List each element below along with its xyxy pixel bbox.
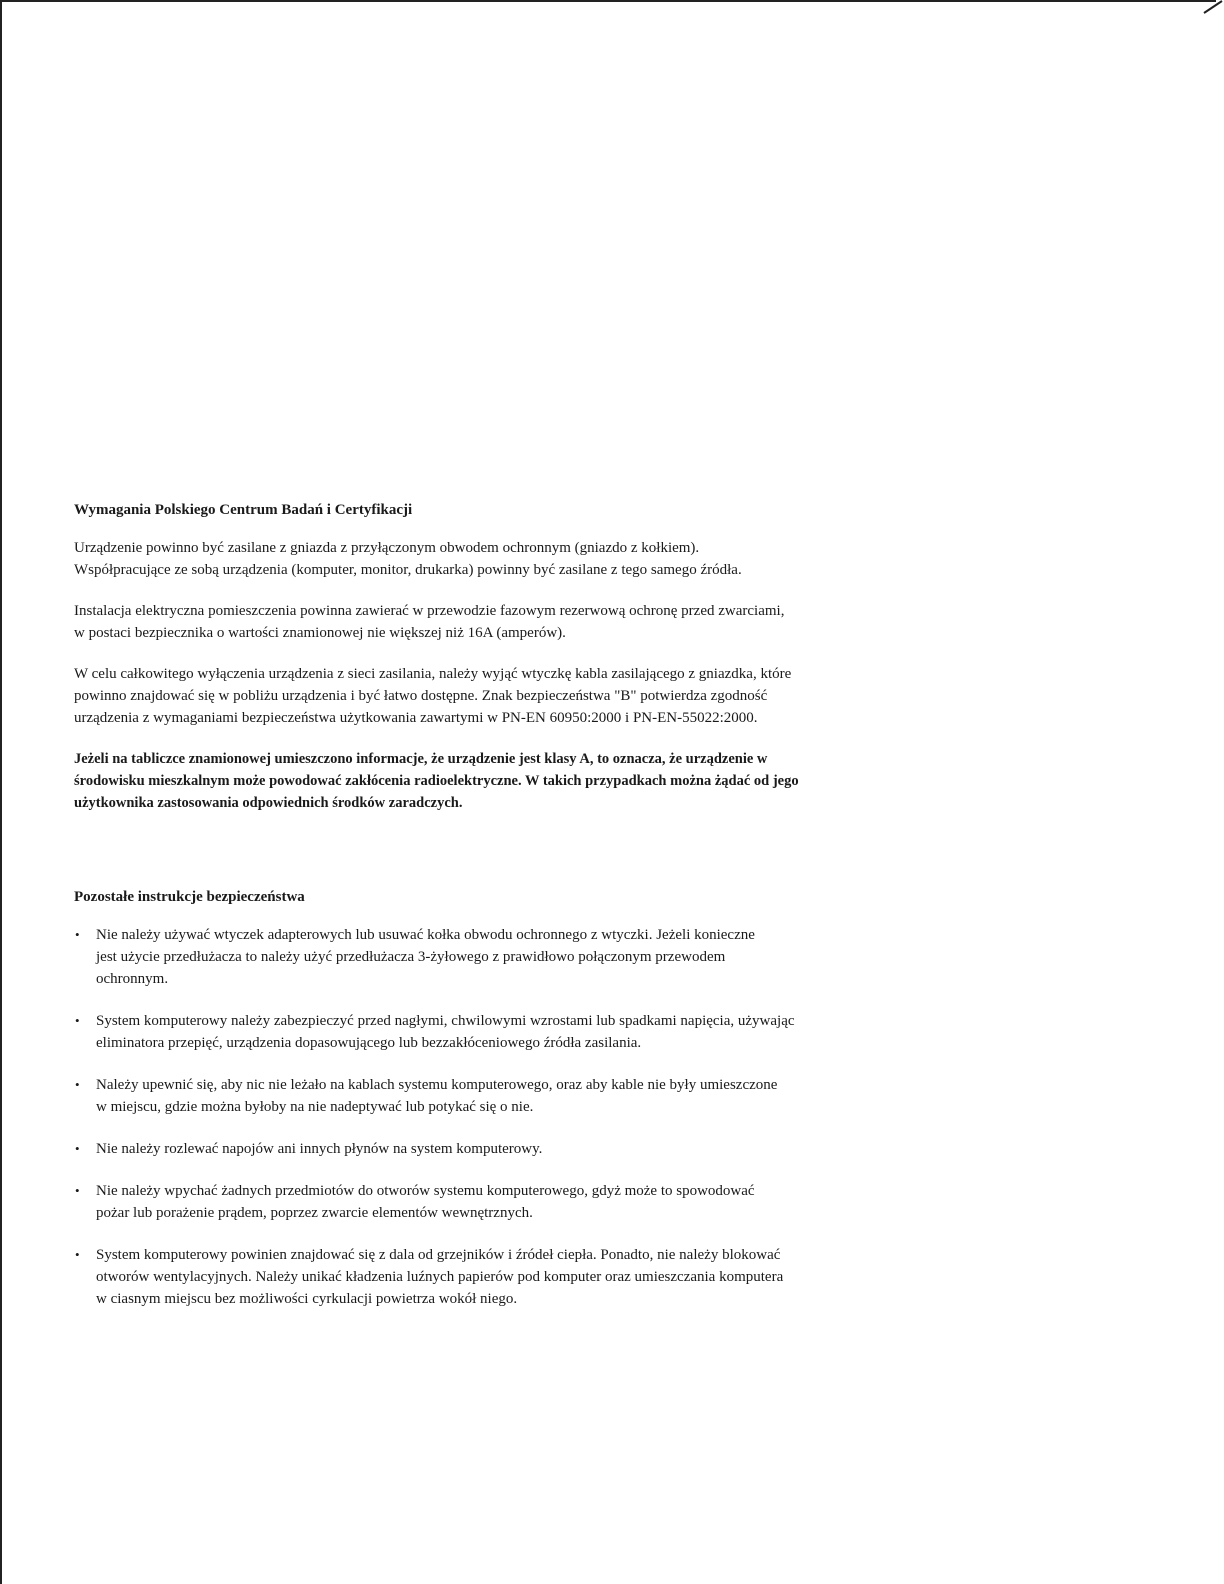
page-corner-mark: [1202, 0, 1224, 14]
list-item-text: Nie należy rozlewać napojów ani innych płynów na system komputerowy.: [96, 1141, 543, 1157]
bullet-icon: •: [75, 1013, 80, 1028]
list-item: [74, 1074, 944, 1118]
paragraph-fuse-protection: Instalacja elektryczna pomieszczenia powinna zawierać w przewodzie fazowym rezerwową ochronę przed zwarciami, w postaci bezpiecznika o wartości znamionowej nie większej niż 16A (amperów).: [74, 603, 785, 641]
list-item-text: System komputerowy powinien znajdować się z dala od grzejników i źródeł ciepła. Ponadto, nie należy blokować otworów wentylacyjnych. Należy unikać kładzenia luźnych papierów pod komputer oraz umieszczania komputera w ciasnym miejscu bez możliwości cyrkulacji powietrza wokół niego.: [96, 1247, 784, 1307]
other-safety-instructions-section: [74, 887, 944, 1330]
safety-instructions-list: [74, 924, 944, 1310]
paragraph-class-a-notice: Jeżeli na tabliczce znamionowej umieszczono informacje, że urządzenie jest klasy A, to oznacza, że urządzenie w środowisku mieszkalnym może powodować zakłócenia radioelektryczne. W takich przypadkach można żądać od jego użytkownika zastosowania odpowiednich środków zaradczych.: [74, 751, 799, 811]
bullet-icon: •: [75, 1141, 80, 1156]
list-item: [74, 1244, 944, 1310]
list-item-text: Nie należy używać wtyczek adapterowych lub usuwać kołka obwodu ochronnego z wtyczki. Jeżeli konieczne jest użycie przedłużacza to należy użyć przedłużacza 3-żyłowego z prawidłowo połączonym przewodem ochronnym.: [96, 927, 755, 987]
page-border-left: [0, 0, 2, 1584]
page-border-top: [0, 0, 1216, 2]
list-item: [74, 924, 944, 990]
paragraph-power-disconnect: W celu całkowitego wyłączenia urządzenia z sieci zasilania, należy wyjąć wtyczkę kabla zasilającego z gniazdka, które powinno znajdować się w pobliżu urządzenia i być łatwo dostępne. Znak bezpieczeństwa "B" potwierdza zgodność urządzenia z wymaganiami bezpieczeństwa użytkowania zawartymi w PN-EN 60950:2000 i PN-EN-55022:2000.: [74, 666, 792, 726]
list-item-text: Należy upewnić się, aby nic nie leżało na kablach systemu komputerowego, oraz aby kable nie były umieszczone w miejscu, gdzie można byłoby na nie nadeptywać lub potykać się o nie.: [96, 1077, 778, 1115]
bullet-icon: •: [75, 1183, 80, 1198]
list-item-text: Nie należy wpychać żadnych przedmiotów do otworów systemu komputerowego, gdyż może to spowodować pożar lub porażenie prądem, poprzez zwarcie elementów wewnętrznych.: [96, 1183, 755, 1221]
paragraph-grounded-socket: Urządzenie powinno być zasilane z gniazda z przyłączonym obwodem ochronnym (gniazdo z kołkiem). Współpracujące ze sobą urządzenia (komputer, monitor, drukarka) powinny być zasilane z tego samego źródła.: [74, 540, 742, 578]
bullet-icon: •: [75, 927, 80, 942]
list-item: [74, 1010, 944, 1054]
section-heading-pcbc: Wymagania Polskiego Centrum Badań i Certyfikacji: [74, 502, 413, 518]
list-item: [74, 1180, 944, 1224]
pcbc-requirements-section: [74, 500, 944, 833]
section-heading-other-safety: Pozostałe instrukcje bezpieczeństwa: [74, 889, 305, 905]
bullet-icon: •: [75, 1247, 80, 1262]
bullet-icon: •: [75, 1077, 80, 1092]
list-item: [74, 1138, 944, 1160]
list-item-text: System komputerowy należy zabezpieczyć przed nagłymi, chwilowymi wzrostami lub spadkami napięcia, używając eliminatora przepięć, urządzenia dopasowującego lub bezzakłóceniowego źródła zasilania.: [96, 1013, 795, 1051]
